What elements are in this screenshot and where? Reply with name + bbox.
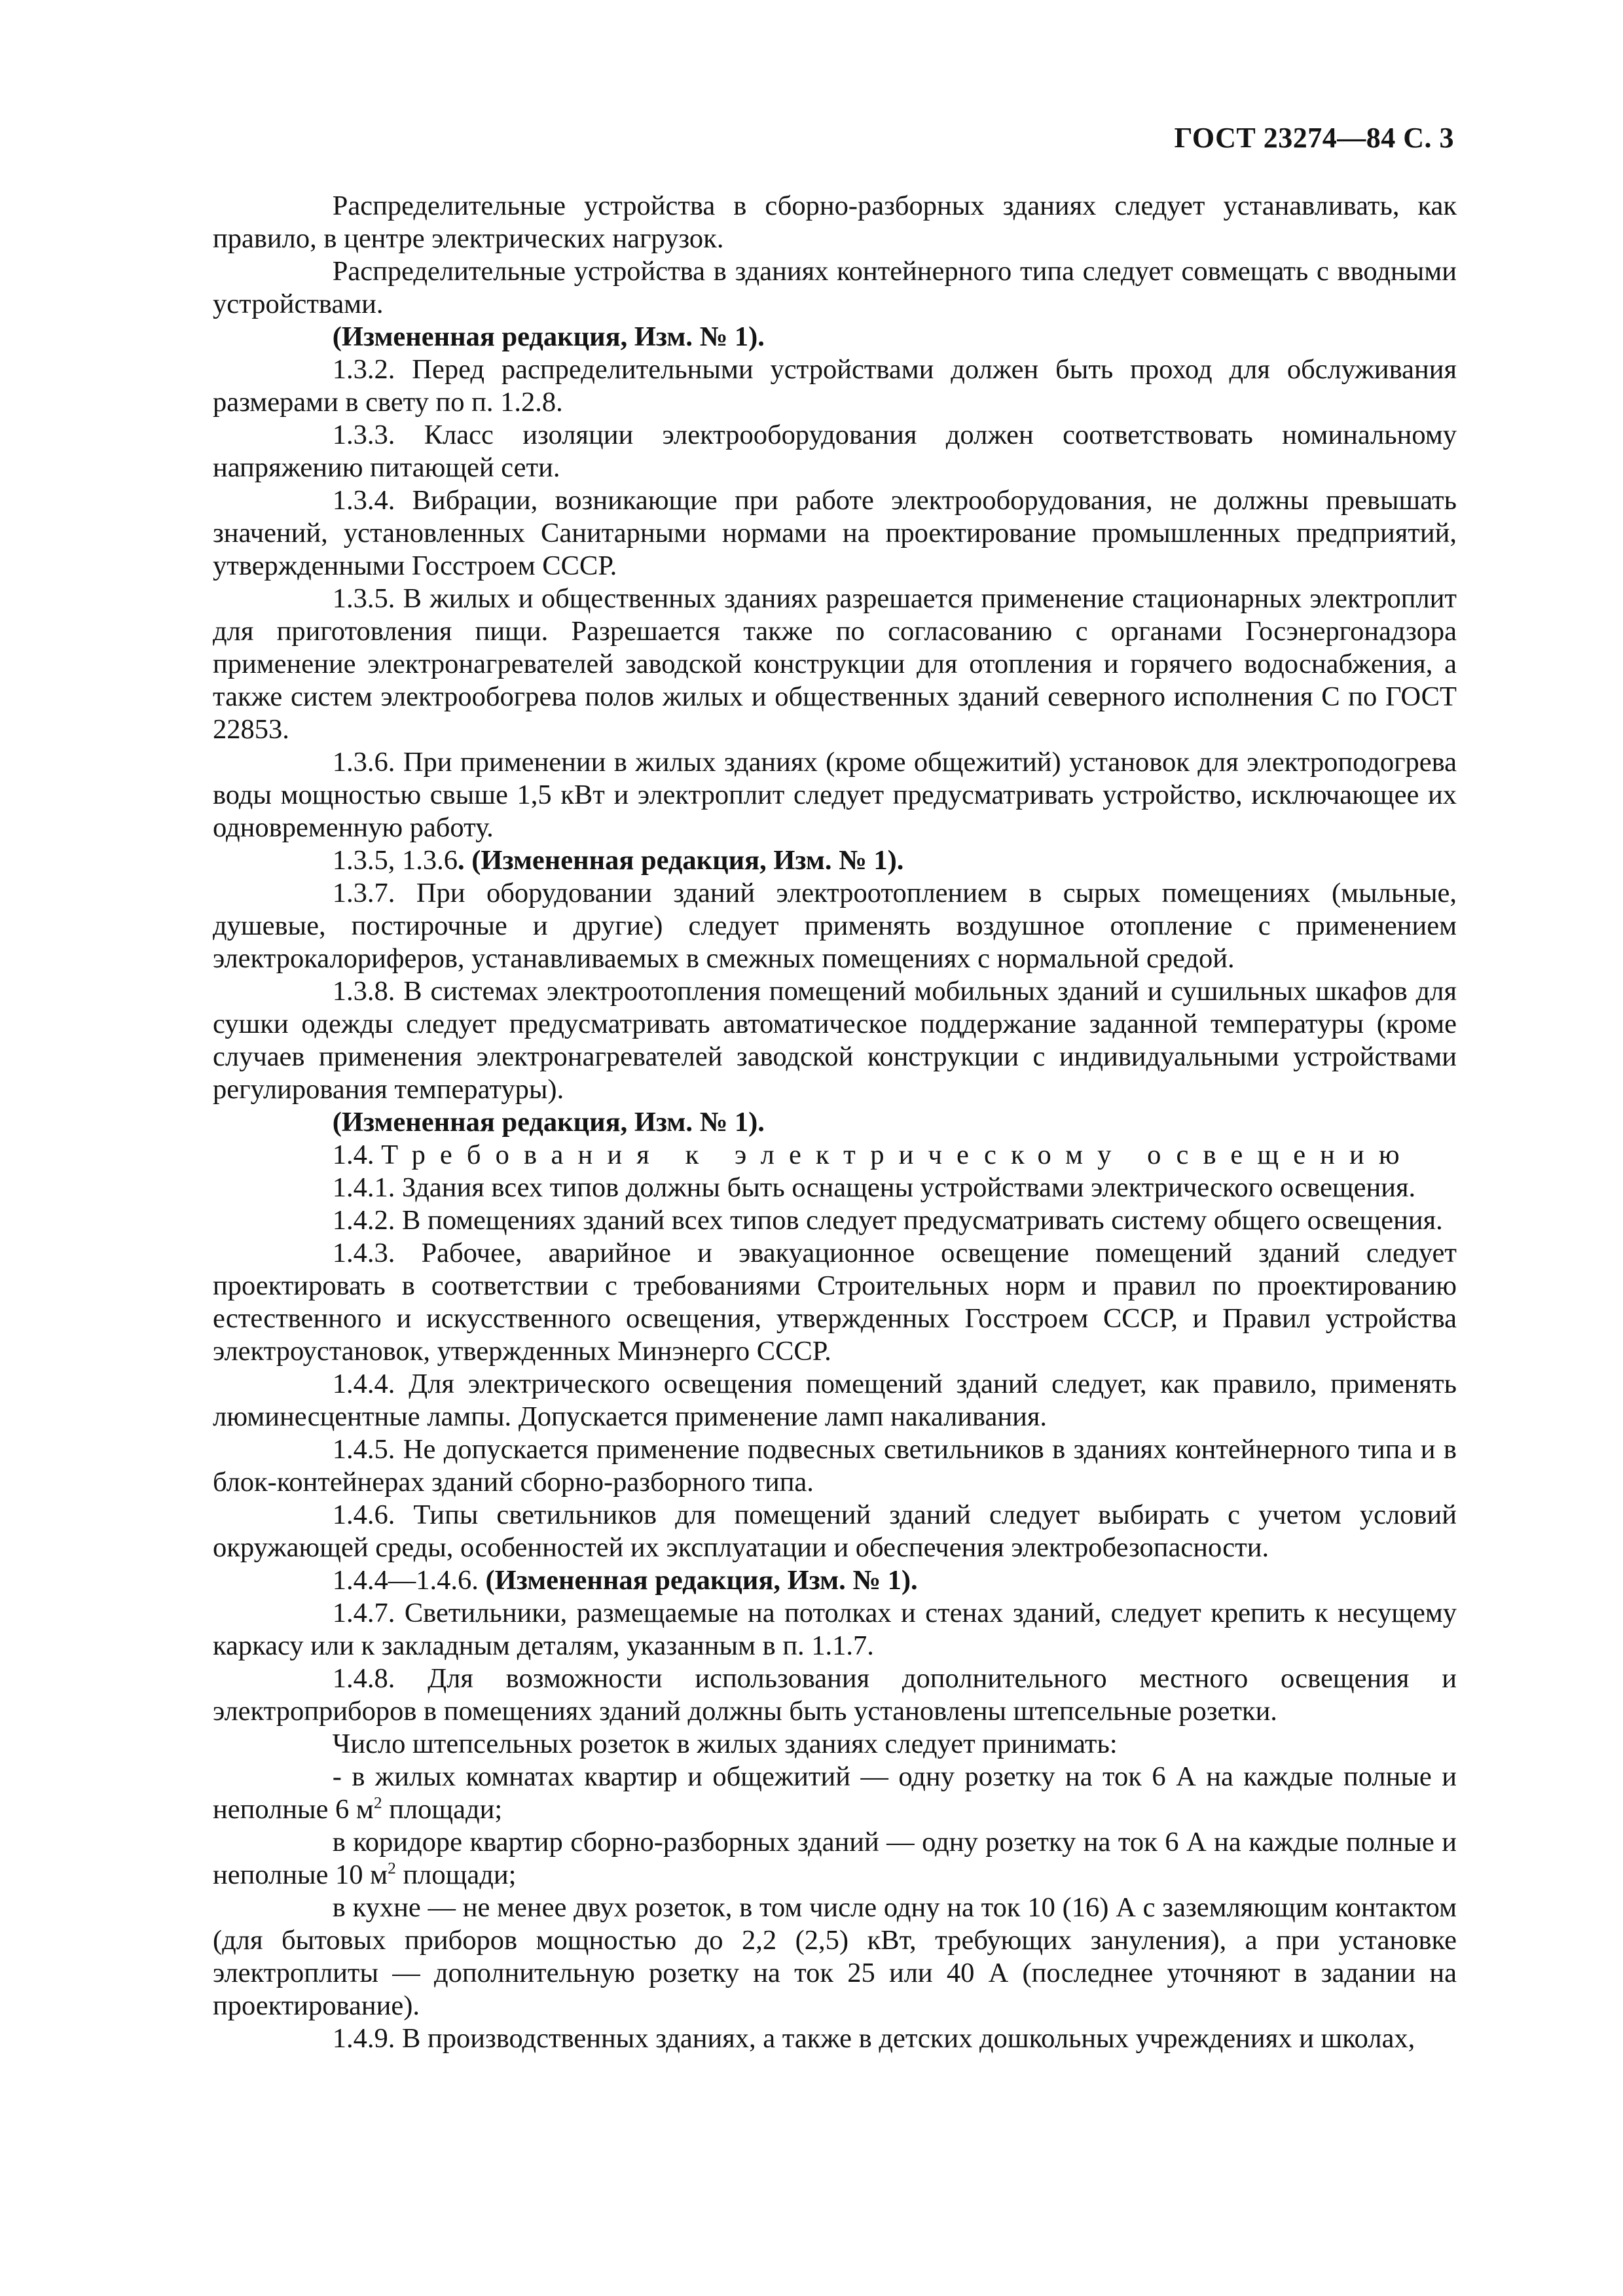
paragraph: 1.3.2. Перед распределительными устройствами должен быть проход для обслуживания размерами в свету по п. 1.2.8. <box>213 354 1457 418</box>
paragraph: 1.4.5. Не допускается применение подвесных светильников в зданиях контейнерного типа и в блок-контейнерах зданий сборно-разборного типа. <box>213 1434 1457 1498</box>
section-title: Требования к электрическому освещению <box>381 1139 1414 1170</box>
paragraph: 1.4.3. Рабочее, аварийное и эвакуационное освещение помещений зданий следует проектировать в соответствии с требованиями Строительных норм и правил по проектированию естественного и искусственного освещения, утвержденных Госстроем СССР, и Правил устройства электроустановок, утвержденных Минэнерго СССР. <box>213 1238 1457 1367</box>
amendment-line <box>213 1564 1457 1597</box>
section-number: 1.4. <box>332 1139 374 1170</box>
paragraph: 1.4.4. Для электрического освещения помещений зданий следует, как правило, применять люминесцентные лампы. Допускается применение ламп накаливания. <box>213 1369 1457 1432</box>
paragraph: Число штепсельных розеток в жилых зданиях следует принимать: <box>332 1729 1118 1759</box>
paragraph: 1.3.5. В жилых и общественных зданиях разрешается применение стационарных электроплит для приготовления пищи. Разрешается также по согласованию с органами Госэнергонадзора применение электронагревателей заводской конструкции для отопления и горячего водоснабжения, а также систем электрообогрева полов жилых и общественных зданий северного исполнения С по ГОСТ 22853. <box>213 583 1457 745</box>
list-item-text: площади; <box>382 1794 503 1825</box>
list-item <box>213 1826 1457 1892</box>
paragraph: Распределительные устройства в зданиях контейнерного типа следует совмещать с вводными устройствами. <box>213 256 1457 319</box>
list-item-text: - в жилых комнатах квартир и общежитий — одну розетку на ток 6 А на каждые полные и неполные 6 м <box>213 1761 1457 1825</box>
paragraph: 1.4.6. Типы светильников для помещений зданий следует выбирать с учетом условий окружающей среды, особенностей их эксплуатации и обеспечения электробезопасности. <box>213 1499 1457 1563</box>
amendment-ref: 1.3.5, 1.3.6 <box>332 845 458 876</box>
amendment-ref: 1.4.4—1.4.6. <box>332 1565 479 1596</box>
amendment-note: (Измененная редакция, Изм. № 1). <box>485 1565 918 1596</box>
document-body <box>213 190 1457 2055</box>
amendment-note: (Измененная редакция, Изм. № 1). <box>332 321 765 352</box>
paragraph: 1.3.8. В системах электроотопления помещений мобильных зданий и сушильных шкафов для сушки одежды следует предусматривать автоматическое поддержание заданной температуры (кроме случаев применения электронагревателей заводской конструкции с индивидуальными устройствами регулирования температуры). <box>213 976 1457 1105</box>
paragraph: 1.3.7. При оборудовании зданий электроотоплением в сырых помещениях (мыльные, душевые, постирочные и другие) следует применять воздушное отопление с применением электрокалориферов, устанавливаемых в смежных помещениях с нормальной средой. <box>213 878 1457 974</box>
superscript: 2 <box>373 1793 382 1812</box>
paragraph: 1.4.9. В производственных зданиях, а также в детских дошкольных учреждениях и школах, <box>332 2023 1415 2054</box>
list-item <box>213 1761 1457 1826</box>
page-header: ГОСТ 23274—84 С. 3 <box>1174 122 1454 154</box>
amendment-note: (Измененная редакция, Изм. № 1). <box>332 1107 765 1138</box>
paragraph: 1.4.1. Здания всех типов должны быть оснащены устройствами электрического освещения. <box>332 1172 1416 1203</box>
paragraph: Распределительные устройства в сборно-разборных зданиях следует устанавливать, как правило, в центре электрических нагрузок. <box>213 190 1457 254</box>
amendment-line <box>213 844 1457 877</box>
amendment-note: . (Измененная редакция, Изм. № 1). <box>458 845 904 876</box>
paragraph: 1.3.3. Класс изоляции электрооборудования должен соответствовать номинальному напряжению питающей сети. <box>213 420 1457 483</box>
list-item: в кухне — не менее двух розеток, в том числе одну на ток 10 (16) А с заземляющим контактом (для бытовых приборов мощностью до 2,2 (2,5) кВт, требующих зануления), а при установке электроплиты — дополнительную розетку на ток 25 или 40 А (последнее уточняют в задании на проектирование). <box>213 1892 1457 2021</box>
paragraph: 1.4.8. Для возможности использования дополнительного местного освещения и электроприборов в помещениях зданий должны быть установлены штепсельные розетки. <box>213 1663 1457 1727</box>
paragraph: 1.4.2. В помещениях зданий всех типов следует предусматривать систему общего освещения. <box>332 1205 1443 1236</box>
superscript: 2 <box>388 1858 396 1878</box>
paragraph: 1.4.7. Светильники, размещаемые на потолках и стенах зданий, следует крепить к несущему каркасу или к закладным деталям, указанным в п. 1.1.7. <box>213 1598 1457 1661</box>
section-heading <box>213 1139 1457 1172</box>
list-item-text: площади; <box>395 1859 517 1890</box>
paragraph: 1.3.4. Вибрации, возникающие при работе электрооборудования, не должны превышать значений, установленных Санитарными нормами на проектирование промышленных предприятий, утвержденными Госстроем СССР. <box>213 485 1457 581</box>
list-item-text: в коридоре квартир сборно-разборных зданий — одну розетку на ток 6 А на каждые полные и неполные 10 м <box>213 1827 1457 1890</box>
paragraph: 1.3.6. При применении в жилых зданиях (кроме общежитий) установок для электроподогрева воды мощностью свыше 1,5 кВт и электроплит следует предусматривать устройство, исключающее их одновременную работу. <box>213 747 1457 843</box>
